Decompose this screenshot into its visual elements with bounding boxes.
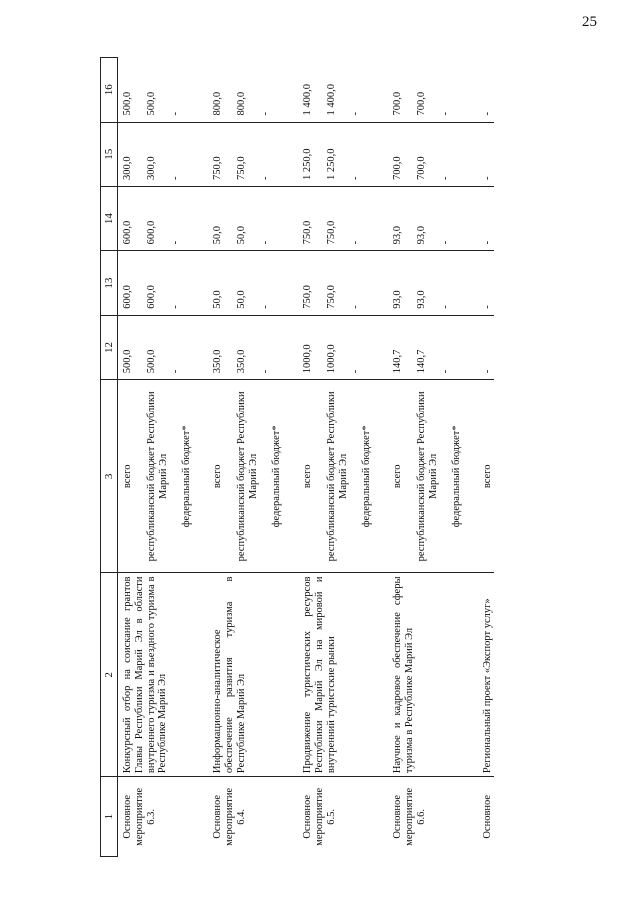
amount-col-12 <box>478 315 494 379</box>
funding-source: федеральный бюджет* <box>361 425 373 528</box>
amount: - <box>482 305 493 309</box>
amount: - <box>439 305 451 309</box>
amount: - <box>259 369 271 374</box>
amount-col-16 <box>208 58 298 123</box>
amount: 300,0 <box>145 156 157 180</box>
funding-sources <box>388 380 478 573</box>
event-number: Основное <box>478 777 494 857</box>
amount-col-12 <box>118 315 209 379</box>
funding-sources <box>298 380 388 573</box>
amount: 350,0 <box>212 349 223 374</box>
funding-source: федеральный бюджет* <box>451 425 463 528</box>
amount: 800,0 <box>235 91 247 116</box>
amount-col-13 <box>298 251 388 315</box>
amount: 93,0 <box>392 290 403 309</box>
amount-col-15 <box>478 122 494 186</box>
amount: 750,0 <box>302 220 313 245</box>
amount-col-16 <box>388 58 478 123</box>
table-row <box>298 58 388 857</box>
amount: - <box>482 369 493 374</box>
table-row <box>478 58 494 857</box>
page-number: 25 <box>582 14 597 30</box>
amount: - <box>259 176 271 180</box>
amount: 500,0 <box>122 349 133 374</box>
amount-col-14 <box>208 186 298 250</box>
funding-source: республиканский бюджет Республики Марий Эл <box>325 391 349 562</box>
event-number: Основное мероприятие 6.4. <box>208 777 298 857</box>
amount: 93,0 <box>415 290 427 309</box>
amount: 700,0 <box>392 156 403 180</box>
amount: 600,0 <box>145 220 157 245</box>
amount: - <box>169 112 181 116</box>
funding-source: республиканский бюджет Республики Марий Эл <box>235 391 259 562</box>
amount: 800,0 <box>212 91 223 116</box>
amount: 700,0 <box>415 156 427 180</box>
budget-table <box>100 57 494 857</box>
amount-col-14 <box>388 186 478 250</box>
amount: 500,0 <box>145 349 157 374</box>
amount: 600,0 <box>145 285 157 309</box>
amount: 1 400,0 <box>325 84 337 116</box>
amount-col-13 <box>388 251 478 315</box>
column-header: 12 <box>101 315 118 379</box>
amount: - <box>439 112 451 116</box>
amount: 600,0 <box>122 285 133 309</box>
funding-source: всего <box>482 464 493 489</box>
column-header: 1 <box>101 777 118 857</box>
amount: 93,0 <box>392 225 403 245</box>
column-header: 13 <box>101 251 118 315</box>
table-row <box>118 58 209 857</box>
amount: - <box>259 305 271 309</box>
amount-col-14 <box>478 186 494 250</box>
amount: - <box>169 369 181 374</box>
amount: 140,7 <box>415 349 427 374</box>
amount: - <box>482 240 493 245</box>
funding-sources <box>478 380 494 573</box>
amount: 1 250,0 <box>325 148 337 180</box>
amount: 750,0 <box>212 156 223 180</box>
event-name: Научное и кадровое обеспечение сферы туризма в Республике Марий Эл <box>388 573 478 777</box>
amount: - <box>439 369 451 374</box>
rotated-table-frame <box>100 57 536 857</box>
table-row <box>208 58 298 857</box>
amount: - <box>482 112 493 116</box>
amount: 50,0 <box>212 290 223 309</box>
amount-col-12 <box>298 315 388 379</box>
funding-source: федеральный бюджет* <box>271 425 283 528</box>
event-name: Информационно-аналитическое обеспечение развития туризма в Республике Марий Эл <box>208 573 298 777</box>
funding-source: всего <box>212 464 223 489</box>
amount: 750,0 <box>325 285 337 309</box>
amount: - <box>259 112 271 116</box>
amount: - <box>169 305 181 309</box>
amount-col-16 <box>298 58 388 123</box>
amount: 500,0 <box>122 91 133 116</box>
amount: 700,0 <box>392 91 403 116</box>
funding-source: республиканский бюджет Республики Марий Эл <box>415 391 439 562</box>
header-row <box>101 58 118 857</box>
amount: 50,0 <box>235 290 247 309</box>
amount: 50,0 <box>235 225 247 245</box>
amount: - <box>349 369 361 374</box>
funding-source: всего <box>392 464 403 489</box>
column-header: 14 <box>101 186 118 250</box>
amount: - <box>169 176 181 180</box>
amount-col-12 <box>208 315 298 379</box>
column-header: 16 <box>101 58 118 123</box>
amount: - <box>439 240 451 245</box>
event-number: Основное мероприятие 6.3. <box>118 777 209 857</box>
funding-sources <box>118 380 209 573</box>
amount: - <box>349 305 361 309</box>
amount-col-15 <box>298 122 388 186</box>
amount: - <box>259 240 271 245</box>
amount: - <box>439 176 451 180</box>
amount: - <box>349 112 361 116</box>
amount: 50,0 <box>212 225 223 245</box>
amount-col-13 <box>118 251 209 315</box>
funding-source: всего <box>302 464 313 489</box>
amount-col-13 <box>478 251 494 315</box>
amount: 1 250,0 <box>302 148 313 180</box>
funding-source: федеральный бюджет* <box>181 425 193 528</box>
amount-col-15 <box>118 122 209 186</box>
amount-col-13 <box>208 251 298 315</box>
amount-col-12 <box>388 315 478 379</box>
amount: 300,0 <box>122 156 133 180</box>
column-header: 2 <box>101 573 118 777</box>
event-name: Продвижение туристических ресурсов Республики Марий Эл на мировой и внутренний туристские рынки <box>298 573 388 777</box>
amount: - <box>349 240 361 245</box>
amount: 750,0 <box>235 156 247 180</box>
amount: 750,0 <box>325 220 337 245</box>
amount: 700,0 <box>415 91 427 116</box>
column-header: 3 <box>101 380 118 573</box>
amount: - <box>169 240 181 245</box>
funding-source: всего <box>122 464 133 489</box>
amount-col-15 <box>388 122 478 186</box>
event-number: Основное мероприятие 6.6. <box>388 777 478 857</box>
event-number: Основное мероприятие 6.5. <box>298 777 388 857</box>
amount: - <box>349 176 361 180</box>
amount-col-15 <box>208 122 298 186</box>
amount: 1000,0 <box>325 344 337 374</box>
event-name: Конкурсный отбор на соискание грантов Главы Республики Марий Эл в области внутреннего туризма и въездного туризма в Республике Марий Эл <box>118 573 209 777</box>
amount: 1 400,0 <box>302 84 313 116</box>
column-header: 15 <box>101 122 118 186</box>
amount-col-14 <box>298 186 388 250</box>
table-row <box>388 58 478 857</box>
amount: 93,0 <box>415 225 427 245</box>
amount: 600,0 <box>122 220 133 245</box>
amount: 140,7 <box>392 349 403 374</box>
amount-col-16 <box>118 58 209 123</box>
funding-source: республиканский бюджет Республики Марий Эл <box>145 391 169 562</box>
amount: 350,0 <box>235 349 247 374</box>
funding-sources <box>208 380 298 573</box>
amount: 500,0 <box>145 91 157 116</box>
amount: - <box>482 176 493 180</box>
amount-col-16 <box>478 58 494 123</box>
amount-col-14 <box>118 186 209 250</box>
amount: 1000,0 <box>302 344 313 374</box>
event-name: Региональный проект «Экспорт услуг» <box>478 573 494 777</box>
amount: 750,0 <box>302 285 313 309</box>
